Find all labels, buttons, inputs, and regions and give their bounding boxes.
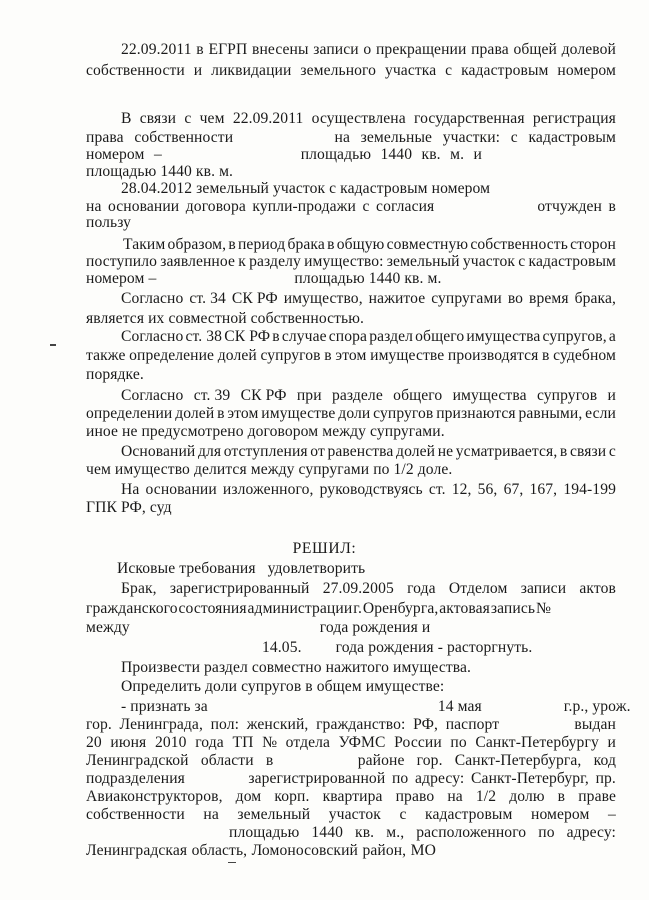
text-line: Определить доли супругов в общем имуществе: — [121, 678, 445, 695]
text-line: Авиаконструкторов, дом корп. квартира право на 1/2 долю в праве — [86, 788, 616, 805]
text-line: В связи с чем 22.09.2011 осуществлена государственная регистрация — [121, 110, 616, 127]
text-line: номером – площадью 1440 кв. м. — [86, 270, 442, 287]
text-line: Оснований для отступления от равенства долей не усматривается, в связи с — [121, 443, 616, 460]
scan-mark — [50, 344, 56, 346]
text-line: является их совместной собственностью. — [86, 310, 365, 327]
text-line: гор. Ленинграда, пол: женский, гражданство: РФ, паспорт выдан — [86, 716, 616, 733]
text-line: между года рождения и — [86, 619, 431, 636]
text-line: Таким образом, в период брака в общую совместную собственность сторон — [123, 236, 616, 253]
text-line: 14.05. года рождения - расторгнуть. — [262, 639, 533, 656]
text-line: Произвести раздел совместно нажитого имущества. — [121, 659, 472, 676]
text-line: номером – площадью 1440 кв. м. и — [86, 146, 482, 163]
text-line: Ленинградская область, Ломоносовский район, МО — [86, 842, 436, 859]
text-line: Ленинградской области в районе гор. Санкт-Петербурга, код — [86, 752, 616, 769]
text-line: поступило заявленное к разделу имущество: земельный участок с кадастровым — [86, 253, 616, 270]
scan-mark — [228, 862, 236, 863]
text-line: собственности и ликвидации земельного участка с кадастровым номером — [86, 62, 616, 79]
text-line: Брак, зарегистрированный 27.09.2005 года Отделом записи актов — [121, 580, 616, 597]
text-line: чем имущество делится между супругами по 1/2 доле. — [86, 461, 453, 478]
text-line: площадью 1440 кв. м. — [86, 163, 234, 180]
text-line: На основании изложенного, руководствуясь ст. 12, 56, 67, 167, 194-199 — [121, 481, 616, 498]
text-line: 28.04.2012 земельный участок с кадастровым номером — [121, 180, 491, 197]
text-line: определении долей в этом имуществе доли супругов признаются равными, если — [86, 405, 616, 422]
text-line: площадью 1440 кв. м., расположенного по адресу: — [229, 824, 616, 841]
text-line: также определение долей супругов в этом имуществе производятся в судебном — [86, 347, 616, 364]
text-line: ГПК РФ, суд — [86, 499, 172, 516]
text-line: порядке. — [86, 366, 144, 383]
text-line: 22.09.2011 в ЕГРП внесены записи о прекращении права общей долевой — [121, 41, 616, 58]
text-line: Согласно ст. 38 СК РФ в случае спора раздел общего имущества супругов, а — [121, 328, 616, 345]
text-line: иное не предусмотрено договором между супругами. — [86, 423, 445, 440]
text-line: собственности на земельный участок с кадастровым номером – — [86, 806, 616, 823]
text-line: пользу — [86, 214, 132, 231]
text-line: на основании договора купли-продажи с согласия отчужден в — [86, 198, 616, 215]
text-line: 20 июня 2010 года ТП № отдела УФМС России по Санкт-Петербургу и — [86, 734, 616, 751]
resolution-heading: РЕШИЛ: — [292, 540, 357, 557]
text-line: Согласно ст. 39 СК РФ при разделе общего имущества супругов и — [121, 387, 616, 404]
text-line: Согласно ст. 34 СК РФ имущество, нажитое супругами во время брака, — [121, 290, 616, 307]
text-line: подразделения зарегистрированной по адресу: Санкт-Петербург, пр. — [86, 770, 616, 787]
text-line: права собственности на земельные участки: с кадастровым — [86, 129, 616, 146]
text-line: Исковые требования удовлетворить — [117, 560, 366, 577]
text-line: гражданского состояния администрации г. Оренбурга, актовая запись № — [86, 600, 551, 617]
text-line: - признать за 14 мая г.р., урож. — [121, 698, 631, 715]
